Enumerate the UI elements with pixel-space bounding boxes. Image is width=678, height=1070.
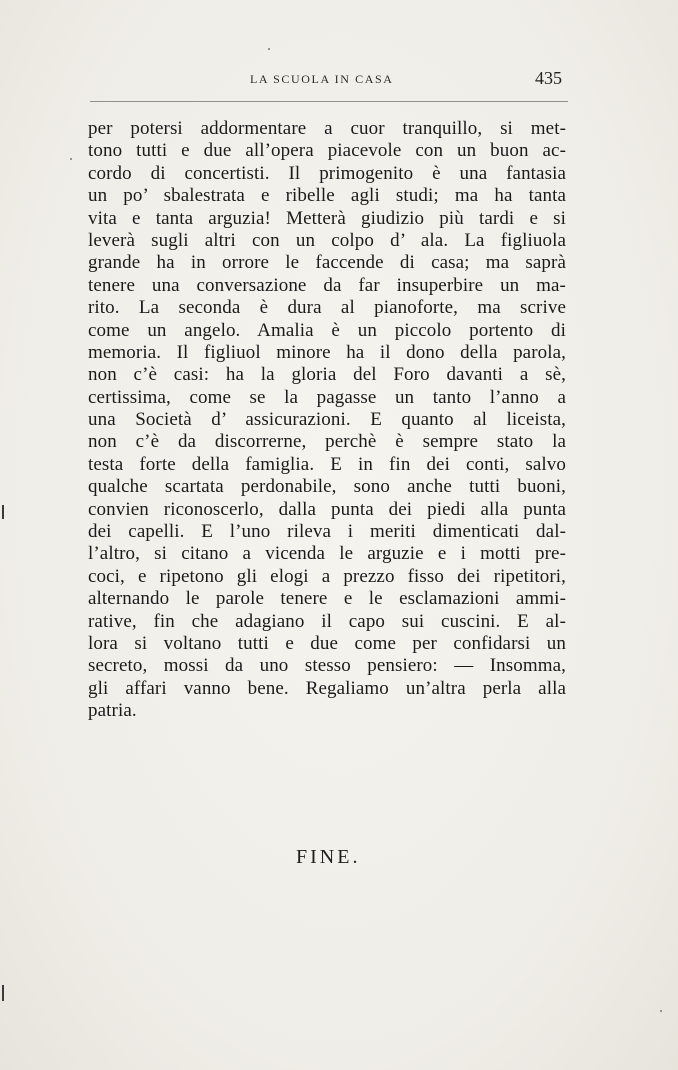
- text-line: una Società d’ assicurazioni. E quanto al liceista,: [88, 409, 566, 431]
- text-line: tenere una conversazione da far insuperbire un ma-: [88, 274, 566, 296]
- text-line: certissima, come se la pagasse un tanto l’anno a: [88, 386, 566, 408]
- text-line: testa forte della famiglia. E in fin dei conti, salvo: [88, 453, 566, 475]
- text-line: convien riconoscerlo, dalla punta dei piedi alla punta: [88, 498, 566, 520]
- text-line: non c’è da discorrerne, perchè è sempre stato la: [88, 431, 566, 453]
- text-line: rative, fin che adagiano il capo sui cuscini. E al-: [88, 610, 566, 632]
- page-number: 435: [535, 68, 562, 88]
- text-line: gli affari vanno bene. Regaliamo un’altra perla alla: [88, 677, 566, 699]
- header-rule: [90, 101, 568, 102]
- text-line: qualche scartata perdonabile, sono anche tutti buoni,: [88, 476, 566, 498]
- text-line: come un angelo. Amalia è un piccolo portento di: [88, 319, 566, 341]
- text-line: memoria. Il figliuol minore ha il dono della parola,: [88, 341, 566, 363]
- text-line: coci, e ripetono gli elogi a prezzo fisso dei ripetitori,: [88, 565, 566, 587]
- body-paragraph: [88, 118, 566, 723]
- text-line: per potersi addormentare a cuor tranquillo, si met-: [88, 118, 566, 139]
- text-line: rito. La seconda è dura al pianoforte, ma scrive: [88, 297, 566, 319]
- text-line: dei capelli. E l’uno rileva i meriti dimenticati dal-: [88, 521, 566, 543]
- text-line: secreto, mossi da uno stesso pensiero: — Insomma,: [88, 655, 566, 677]
- text-line: non c’è casi: ha la gloria del Foro davanti a sè,: [88, 364, 566, 386]
- scan-edge-mark: [2, 985, 4, 1001]
- text-line: un po’ sbalestrata e ribelle agli studi; ma ha tanta: [88, 185, 566, 207]
- scan-speck: [268, 48, 270, 50]
- text-line: leverà sugli altri con un colpo d’ ala. La figliuola: [88, 229, 566, 251]
- text-line: alternando le parole tenere e le esclamazioni ammi-: [88, 588, 566, 610]
- text-line: cordo di concertisti. Il primogenito è una fantasia: [88, 162, 566, 184]
- text-line: patria.: [88, 700, 137, 722]
- scan-edge-mark: [2, 505, 4, 519]
- scan-speck: [660, 1010, 662, 1012]
- text-line: tono tutti e due all’opera piacevole con un buon ac-: [88, 140, 566, 162]
- text-line: lora si voltano tutti e due come per confidarsi un: [88, 632, 566, 654]
- text-line: l’altro, si citano a vicenda le arguzie e i motti pre-: [88, 543, 566, 565]
- running-title: LA SCUOLA IN CASA: [250, 72, 394, 86]
- closing-fine: FINE.: [296, 846, 361, 868]
- text-line: vita e tanta arguzia! Metterà giudizio più tardi e si: [88, 207, 566, 229]
- text-line: grande ha in orrore le faccende di casa; ma saprà: [88, 252, 566, 274]
- scan-speck: [70, 158, 72, 160]
